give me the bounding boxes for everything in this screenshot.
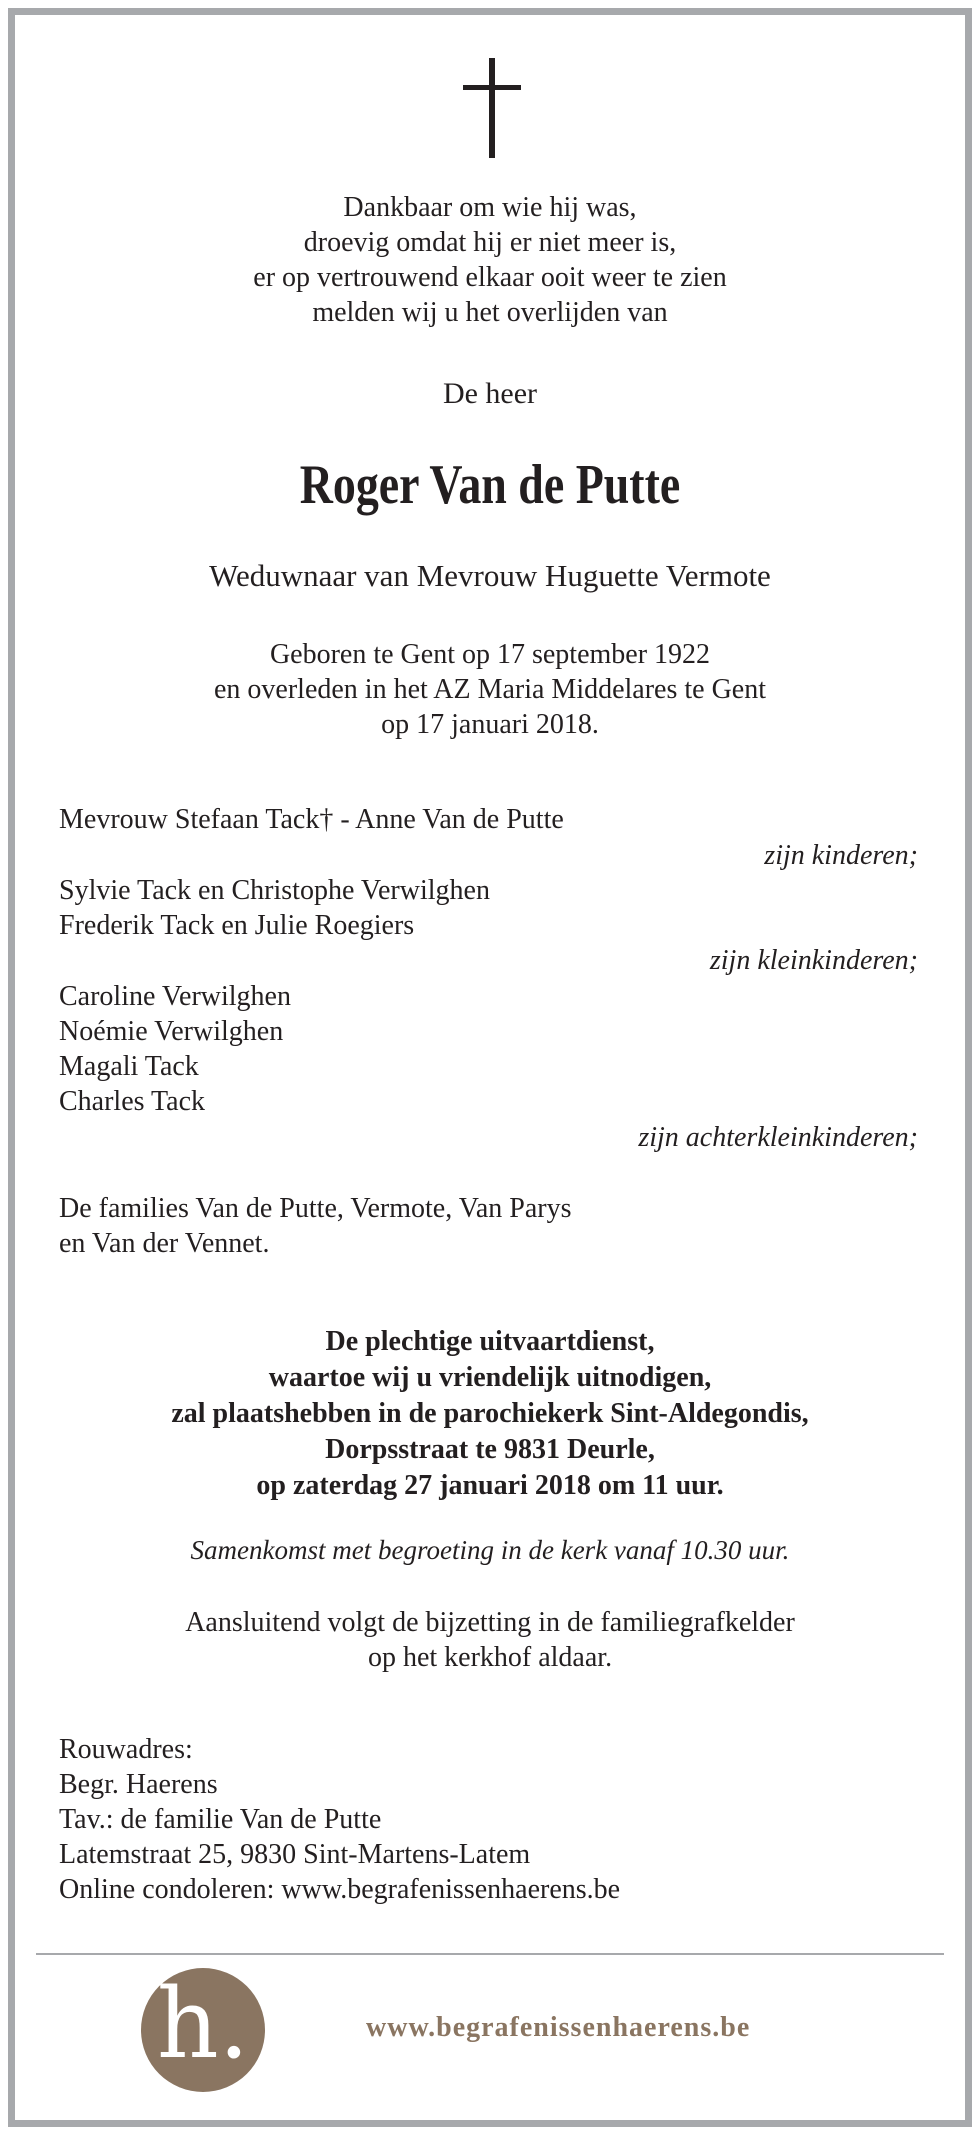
birth-death-line: en overleden in het AZ Maria Middelares te Gent [213,674,767,705]
online-condolence-line: Online condoleren: www.begrafenissenhaerens.be [59,1874,621,1905]
children-list [59,802,564,837]
address-line: Rouwadres: [59,1734,193,1765]
gathering-note: Samenkomst met begroeting in de kerk vanaf 10.30 uur. [190,1535,790,1565]
service-line: op zaterdag 27 januari 2018 om 11 uur. [256,1470,724,1501]
grandchildren-list [59,873,490,943]
great-grandchildren-label: zijn achterkleinkinderen; [638,1122,918,1153]
cross-icon [463,58,521,158]
birth-death-line: Geboren te Gent op 17 september 1922 [269,639,711,670]
intro-line: melden wij u het overlijden van [312,297,668,328]
widow-line: Weduwnaar van Mevrouw Huguette Vermote [209,558,771,593]
family-member: Magali Tack [59,1051,199,1082]
family-member: Charles Tack [59,1086,206,1117]
burial-info [0,1605,980,1675]
birth-death-info [0,637,980,742]
intro-line: er op vertrouwend elkaar ooit weer te zien [253,262,727,293]
family-member: Mevrouw Stefaan Tack† - Anne Van de Putte [59,804,564,835]
intro-line: droevig omdat hij er niet meer is, [303,227,677,258]
intro-text [0,190,980,330]
funeral-home-logo: h. [141,1968,265,2092]
burial-line: Aansluitend volgt de bijzetting in de familiegrafkelder [185,1607,795,1638]
intro-line: Dankbaar om wie hij was, [343,192,637,223]
birth-death-line: op 17 januari 2018. [381,709,599,740]
children-label: zijn kinderen; [764,840,918,871]
families-list [59,1191,571,1261]
mourning-address [59,1732,620,1907]
address-line: Latemstraat 25, 9830 Sint-Martens-Latem [59,1839,531,1870]
service-line: zal plaatshebben in de parochiekerk Sint-Aldegondis, [171,1398,809,1429]
service-line: Dorpsstraat te 9831 Deurle, [325,1434,655,1465]
address-line: Begr. Haerens [59,1769,218,1800]
families-line: De families Van de Putte, Vermote, Van Parys [59,1193,572,1224]
burial-line: op het kerkhof aldaar. [367,1642,613,1673]
family-member: Sylvie Tack en Christophe Verwilghen [59,875,490,906]
footer-website-link[interactable]: www.begrafenissenhaerens.be [366,2012,751,2043]
families-line: en Van der Vennet. [59,1228,270,1259]
address-line: Tav.: de familie Van de Putte [59,1804,382,1835]
grandchildren-label: zijn kleinkinderen; [709,945,918,976]
family-member: Caroline Verwilghen [59,981,291,1012]
great-grandchildren-list [59,979,291,1119]
footer-divider [36,1953,944,1955]
salutation: De heer [442,377,538,410]
funeral-service-info [0,1324,980,1504]
family-member: Frederik Tack en Julie Roegiers [59,910,415,941]
deceased-name: Roger Van de Putte [299,454,681,516]
family-member: Noémie Verwilghen [59,1016,284,1047]
service-line: waartoe wij u vriendelijk uitnodigen, [268,1362,712,1393]
service-line: De plechtige uitvaartdienst, [325,1326,655,1357]
